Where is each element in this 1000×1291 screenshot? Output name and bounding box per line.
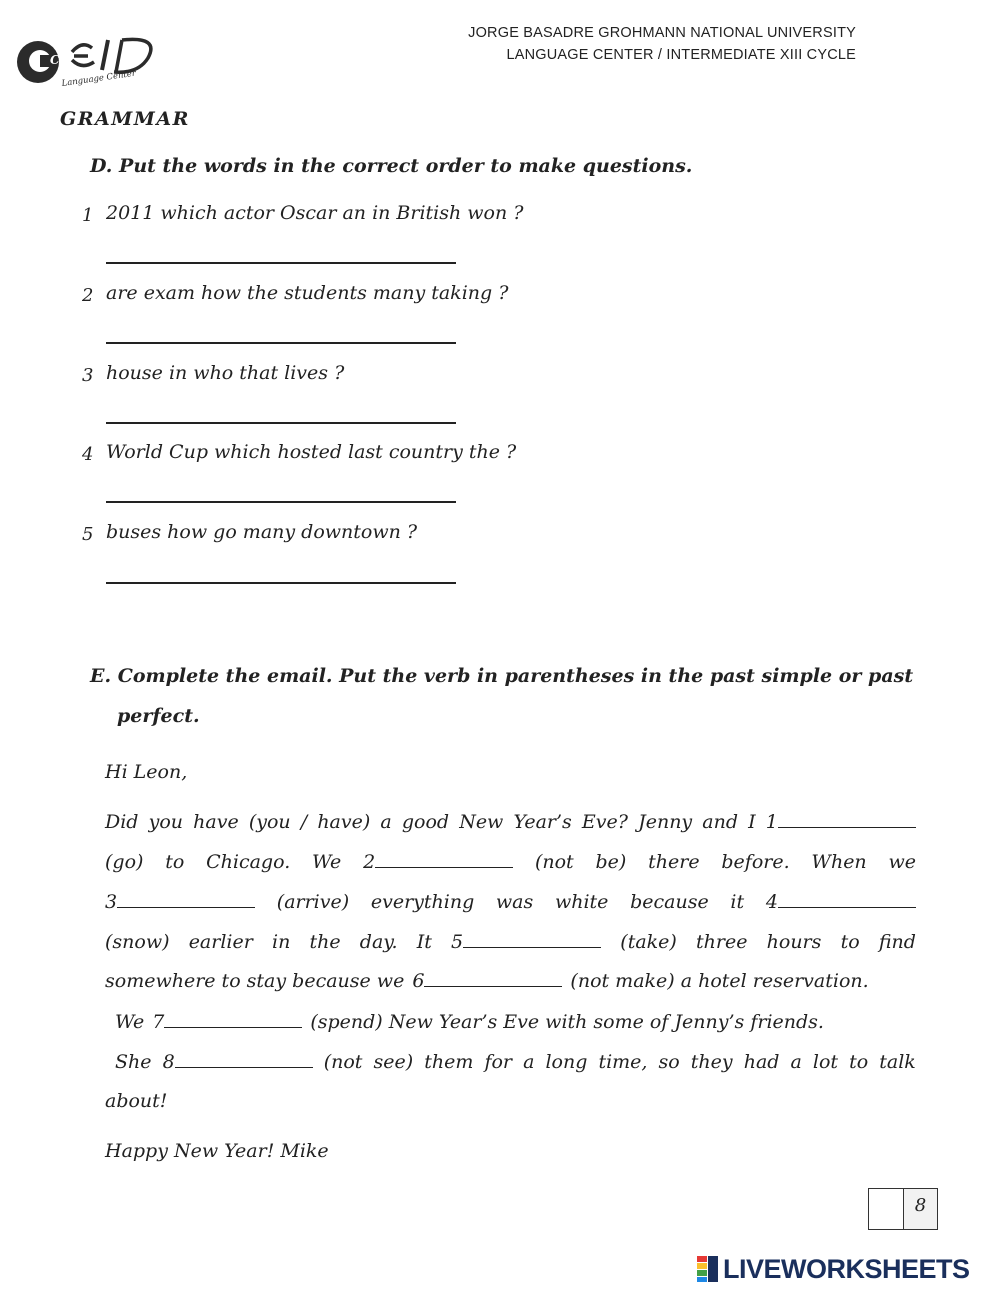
question-number: 5 [82, 524, 94, 545]
email-word: we [888, 851, 916, 873]
email-word: they [690, 1051, 733, 1073]
blank-line[interactable] [463, 933, 601, 948]
email-word: be) [595, 851, 627, 873]
email-word: have [193, 811, 239, 833]
blank-number: 2 [363, 851, 376, 873]
email-word: to [849, 1051, 869, 1073]
answer-line[interactable] [106, 501, 456, 503]
email-line [115, 1011, 926, 1033]
email-word: to [165, 851, 185, 873]
email-line [105, 1090, 916, 1112]
email-word: When [811, 851, 867, 873]
email-word: was [495, 891, 534, 913]
email-word: long [545, 1051, 588, 1073]
email-word: three [696, 931, 748, 953]
email-word: (spend) New Year’s Eve with some of Jenny’s friends. [310, 1011, 824, 1033]
blank-number: 6 [412, 970, 425, 992]
page-number-box [868, 1188, 938, 1230]
email-word: Jenny [638, 811, 693, 833]
email-word: the [309, 931, 341, 953]
email-word: (you [248, 811, 291, 833]
email-word: a [523, 1051, 535, 1073]
answer-line[interactable] [106, 262, 456, 264]
email-word: you [148, 811, 184, 833]
blank-line[interactable] [117, 893, 255, 908]
blank-number: 7 [152, 1011, 165, 1033]
email-signoff: Happy New Year! Mike [105, 1140, 329, 1162]
liveworksheets-watermark [697, 1252, 970, 1286]
email-word: (snow) [105, 931, 170, 953]
email-word: in [272, 931, 291, 953]
question-text: 2011 which actor Oscar an in British won ? [106, 202, 524, 224]
logo-letter-c: CEID [50, 53, 85, 67]
email-word: (not [323, 1051, 363, 1073]
email-word: white [554, 891, 609, 913]
email-word: (not make) a hotel reservation. [570, 970, 869, 992]
email-word: a [380, 811, 392, 833]
question-text: are exam how the students many taking ? [106, 282, 509, 304]
email-word: (arrive) [276, 891, 350, 913]
logo-subtitle: Language Center [61, 68, 137, 88]
email-word: We [115, 1011, 145, 1033]
question-text: house in who that lives ? [106, 362, 345, 384]
email-word: We [312, 851, 342, 873]
page-box-empty-cell [869, 1189, 904, 1229]
email-word: find [878, 931, 916, 953]
email-line [105, 931, 916, 953]
email-word: everything [370, 891, 475, 913]
blank-line[interactable] [424, 972, 562, 987]
liveworksheets-text: LIVEWORKSHEETS [723, 1253, 970, 1284]
email-word: Year’s [513, 811, 572, 833]
blank-2[interactable] [363, 851, 513, 873]
email-word: hours [766, 931, 822, 953]
blank-6[interactable] [412, 970, 562, 992]
answer-line[interactable] [106, 342, 456, 344]
email-word: to [840, 931, 860, 953]
question-text: World Cup which hosted last country the ? [106, 441, 517, 463]
blank-number: 1 [765, 811, 778, 833]
email-word: good [401, 811, 450, 833]
blank-number: 8 [162, 1051, 175, 1073]
email-word: a [790, 1051, 802, 1073]
email-word: I [748, 811, 756, 833]
email-word: have) [317, 811, 371, 833]
email-line [105, 891, 916, 913]
email-word: had [743, 1051, 780, 1073]
header-university: JORGE BASADRE GROHMANN NATIONAL UNIVERSITY [468, 25, 856, 41]
email-word: time, [598, 1051, 648, 1073]
email-line [105, 970, 916, 992]
blank-number: 5 [451, 931, 464, 953]
blank-line[interactable] [164, 1013, 302, 1028]
exercise-d-heading: D. Put the words in the correct order to make questions. [90, 155, 693, 177]
email-word: Eve? [581, 811, 628, 833]
email-line [105, 811, 916, 833]
blank-8[interactable] [163, 1051, 313, 1073]
email-word: (take) [620, 931, 677, 953]
blank-4[interactable] [766, 891, 916, 913]
section-title: GRAMMAR [60, 108, 190, 130]
email-word: / [300, 811, 308, 833]
email-word: there [648, 851, 700, 873]
email-word: lot [812, 1051, 839, 1073]
exercise-e-heading-line2: perfect. [117, 705, 200, 727]
ceid-logo [10, 26, 170, 88]
header-center-cycle: LANGUAGE CENTER / INTERMEDIATE XIII CYCLE [506, 47, 856, 63]
blank-5[interactable] [451, 931, 601, 953]
answer-line[interactable] [106, 422, 456, 424]
email-word: see) [373, 1051, 414, 1073]
email-word: New [459, 811, 504, 833]
email-word: before. [721, 851, 790, 873]
question-number: 1 [82, 205, 94, 226]
email-word: for [484, 1051, 512, 1073]
email-word: (not [534, 851, 574, 873]
blank-line[interactable] [778, 893, 916, 908]
email-word: She [115, 1051, 152, 1073]
blank-line[interactable] [375, 853, 513, 868]
question-number: 2 [82, 285, 94, 306]
email-word: day. [359, 931, 398, 953]
question-number: 3 [82, 365, 94, 386]
email-word: and [702, 811, 739, 833]
blank-1[interactable] [766, 811, 916, 833]
page-number: 8 [904, 1189, 937, 1229]
answer-line[interactable] [106, 582, 456, 584]
liveworksheets-logo-icon [697, 1256, 719, 1282]
blank-line[interactable] [175, 1053, 313, 1068]
email-word: somewhere to stay because we [105, 970, 405, 992]
question-number: 4 [82, 444, 94, 465]
blank-7[interactable] [152, 1011, 302, 1033]
email-word: about! [105, 1090, 168, 1112]
email-word: so [658, 1051, 680, 1073]
email-word: them [424, 1051, 474, 1073]
email-word: because [630, 891, 709, 913]
email-line [115, 1051, 916, 1073]
email-word: talk [879, 1051, 916, 1073]
blank-number: 4 [765, 891, 778, 913]
question-text: buses how go many downtown ? [106, 521, 418, 543]
blank-number: 3 [105, 891, 118, 913]
email-word: (go) [105, 851, 144, 873]
blank-3[interactable] [105, 891, 255, 913]
email-word: Did [105, 811, 139, 833]
email-word: it [730, 891, 745, 913]
email-greeting: Hi Leon, [105, 761, 188, 783]
email-line [105, 851, 916, 873]
email-word: It [416, 931, 432, 953]
email-word: earlier [188, 931, 253, 953]
exercise-e-heading-line1: E. Complete the email. Put the verb in parentheses in the past simple or past [90, 665, 914, 687]
blank-line[interactable] [778, 813, 916, 828]
email-word: Chicago. [206, 851, 291, 873]
